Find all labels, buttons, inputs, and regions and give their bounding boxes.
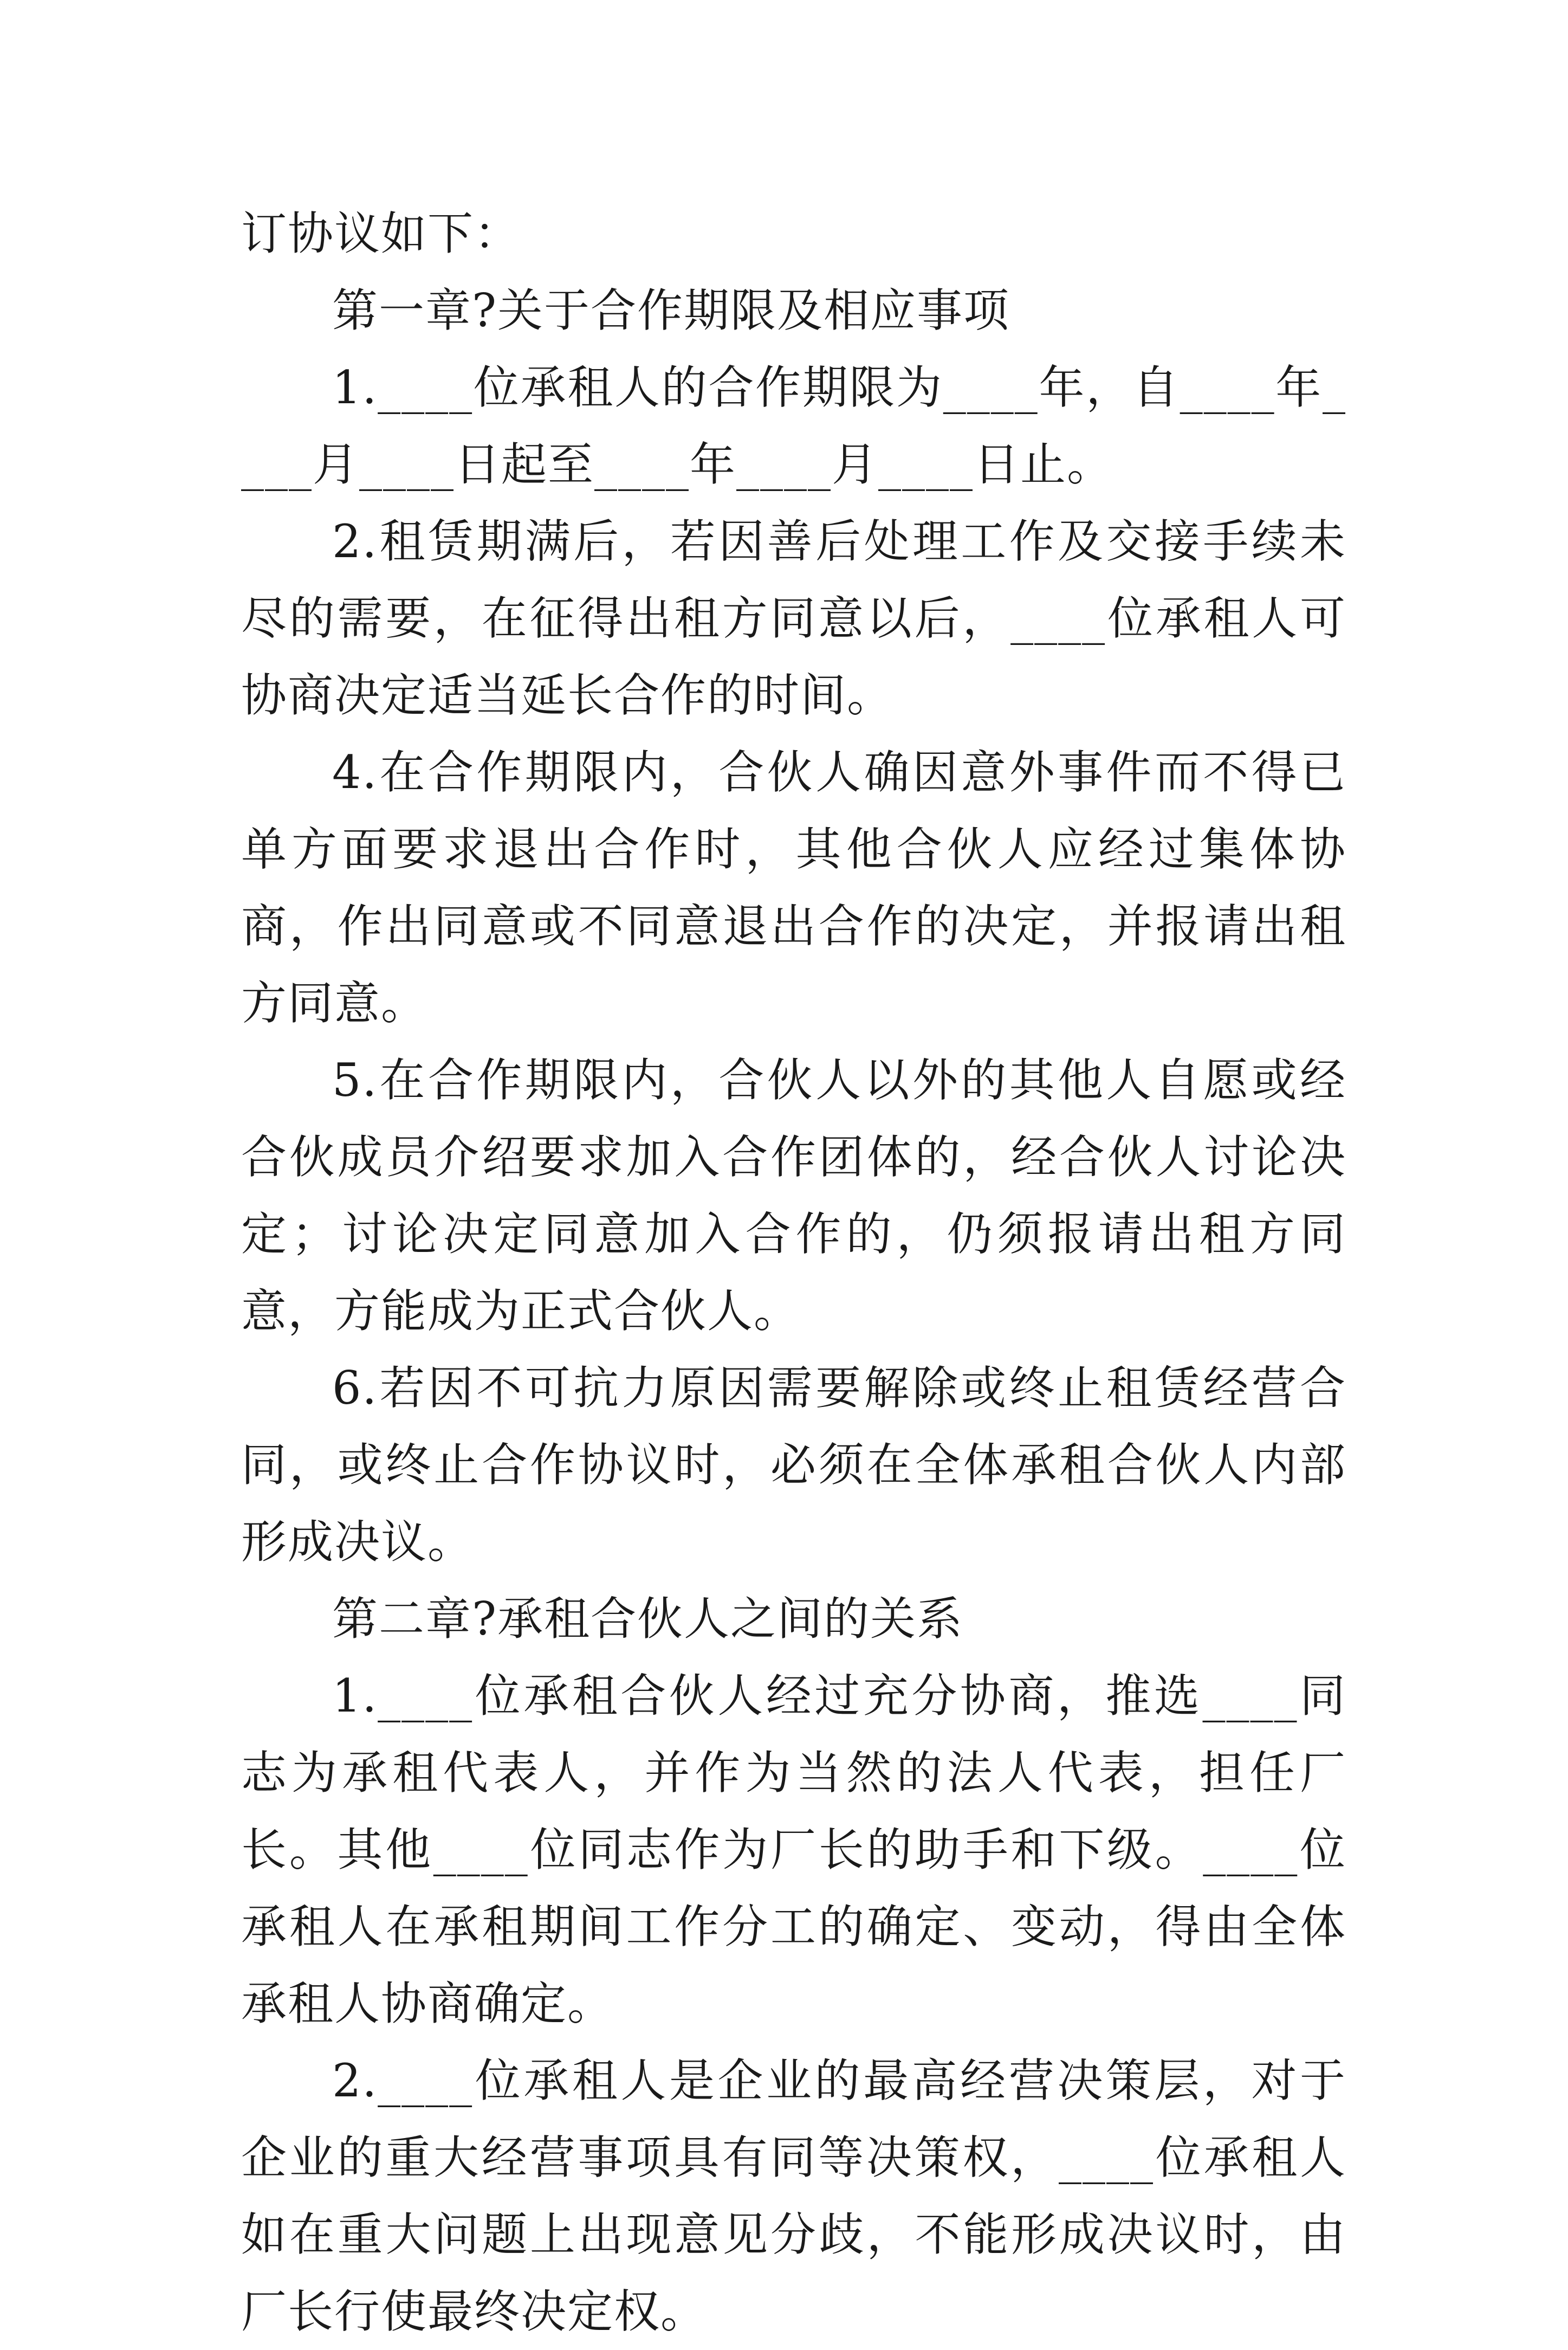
chapter-2-clause-2: 2.____位承租人是企业的最高经营决策层，对于企业的重大经营事项具有同等决策权，____位承租人如在重大问题上出现意见分歧，不能形成决议时，由厂长行使最终决定权。 xyxy=(241,2054,1346,2338)
document-body xyxy=(241,195,1346,2350)
chapter-2-heading: 第二章?承租合伙人之间的关系 xyxy=(332,1592,964,1645)
chapter-1-clause-2: 2.租赁期满后，若因善后处理工作及交接手续未尽的需要，在征得出租方同意以后，____位承租人可协商决定适当延长合作的时间。 xyxy=(241,515,1346,722)
chapter-1-heading: 第一章?关于合作期限及相应事项 xyxy=(332,284,1010,337)
chapter-1-clause-5: 5.在合作期限内，合伙人以外的其他人自愿或经合伙成员介绍要求加入合作团体的，经合伙人讨论决定；讨论决定同意加入合作的，仍须报请出租方同意，方能成为正式合伙人。 xyxy=(241,1054,1346,1338)
chapter-1-clause-1: 1.____位承租人的合作期限为____年，自____年____月____日起至____年____月____日止。 xyxy=(241,361,1346,491)
paragraph-intro: 订协议如下： xyxy=(241,207,521,260)
chapter-2-clause-1: 1.____位承租合伙人经过充分协商，推选____同志为承租代表人，并作为当然的法人代表，担任厂长。其他____位同志作为厂长的助手和下级。____位承租人在承租期间工作分工的确定、变动，得由全体承租人协商确定。 xyxy=(241,1669,1346,2030)
chapter-1-clause-6: 6.若因不可抗力原因需要解除或终止租赁经营合同，或终止合作协议时，必须在全体承租合伙人内部形成决议。 xyxy=(241,1361,1346,1568)
chapter-1-clause-4: 4.在合作期限内，合伙人确因意外事件而不得已单方面要求退出合作时，其他合伙人应经过集体协商，作出同意或不同意退出合作的决定，并报请出租方同意。 xyxy=(241,746,1346,1030)
